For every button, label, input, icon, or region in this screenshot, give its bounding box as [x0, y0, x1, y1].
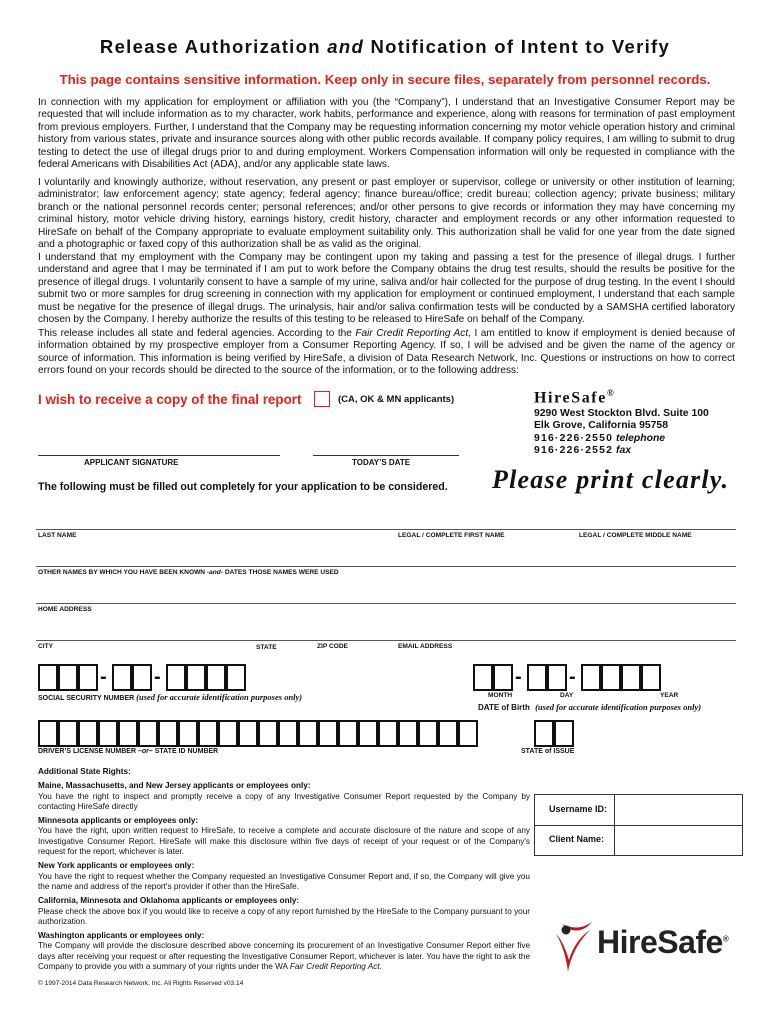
title-and: and: [327, 36, 365, 57]
hiresafe-logo-icon: [552, 920, 596, 978]
ssn-digit-box[interactable]: [226, 664, 246, 691]
dl-char-box[interactable]: [398, 720, 418, 747]
home-address-line[interactable]: [36, 603, 736, 604]
applicant-signature-label: APPLICANT SIGNATURE: [84, 458, 179, 467]
hiresafe-name-text: HireSafe: [534, 389, 607, 407]
home-address-label: HOME ADDRESS: [38, 606, 92, 613]
todays-date-label: TODAY’S DATE: [352, 458, 411, 467]
hiresafe-fax-tag: fax: [616, 445, 632, 457]
rights-wa-body-a: The Company will provide the disclosure described above concerning its procurement of an Investigative Consumer Report either five days after receiving your request or after requesting the Investigative Consumer Report, whichever is later. You have the right to ask the Company to provide you with a summary of your rights under the WA: [38, 941, 530, 972]
ssn-digit-box[interactable]: [186, 664, 206, 691]
copy-request-note: (CA, OK & MN applicants): [338, 394, 455, 405]
rights-mn-body: You have the right, upon written request to HireSafe, to receive a complete and accurate disclosure of the nature and scope of any Investigative Consumer Report. HireSafe will make this disclosure within five days of receipt of your request or of the Company's request for the report, whichever is later.: [38, 826, 530, 857]
ssn-dash: -: [100, 666, 107, 688]
dl-char-box[interactable]: [338, 720, 358, 747]
other-names-text-b: DATES THOSE NAMES WERE USED: [223, 569, 339, 576]
dl-char-box[interactable]: [238, 720, 258, 747]
username-row[interactable]: [535, 795, 742, 826]
ssn-digit-box[interactable]: [58, 664, 78, 691]
ssn-label: [38, 692, 302, 702]
dl-char-box[interactable]: [98, 720, 118, 747]
dl-char-box[interactable]: [178, 720, 198, 747]
copy-request-checkbox[interactable]: [314, 391, 330, 407]
rights-ny-body: You have the right to request whether the Company requested an Investigative Consumer Report and, if so, the Company will give you the name and address of the report's provider if other than the HireSafe.: [38, 871, 530, 891]
state-label: STATE: [256, 644, 277, 651]
hiresafe-city: Elk Grove, California 95758: [534, 420, 668, 432]
rights-wa-body-italic: Fair Credit Reporting Act.: [289, 962, 382, 972]
dob-year-box[interactable]: [641, 664, 661, 691]
dl-char-box[interactable]: [58, 720, 78, 747]
dl-state-label: STATE of ISSUE: [521, 748, 575, 755]
hiresafe-phone-tag: telephone: [616, 432, 666, 444]
rights-wa-heading: Washington applicants or employees only:: [38, 931, 205, 941]
dl-char-box[interactable]: [158, 720, 178, 747]
dl-char-box[interactable]: [358, 720, 378, 747]
dl-label-b: STATE ID NUMBER: [152, 748, 219, 755]
dob-day-box[interactable]: [547, 664, 567, 691]
dl-char-box[interactable]: [78, 720, 98, 747]
rights-ny-heading: New York applicants or employees only:: [38, 861, 195, 871]
middle-name-label: LEGAL / COMPLETE MIDDLE NAME: [579, 532, 692, 539]
first-name-label: LEGAL / COMPLETE FIRST NAME: [398, 532, 505, 539]
dl-label-or: –or–: [137, 748, 153, 755]
ssn-label-text: SOCIAL SECURITY NUMBER: [38, 695, 135, 702]
dob-year-label: YEAR: [660, 692, 679, 699]
copy-request-label: I wish to receive a copy of the final report: [38, 392, 302, 407]
paragraph-consent-report: In connection with my application for employment or affiliation with you (the “Company”), I understand that an Investigative Consumer Report may be requested that will include information as to my character, work habits, performance and experience, along with reasons for termination of past employment from previous employers. Further, I understand that the Company may be requesting information concerning my motor vehicle operation history and criminal history from various states, private and insurance sources along with other public records available. If company policy requires, I am willing to submit to drug testing to detect the use of illegal drugs prior to and during employment. Workers Compensation information will only be requested in compliance with the federal Americans with Disabilities Act (ADA), and/or any applicable state laws.: [38, 97, 735, 171]
fill-instruction: The following must be filled out completely for your application to be considered.: [38, 481, 448, 493]
rights-me-heading: Maine, Massachusetts, and New Jersey applicants or employees only:: [38, 781, 311, 791]
dl-char-box[interactable]: [138, 720, 158, 747]
paragraph-authorization: I voluntarily and knowingly authorize, without reservation, any present or past employer or supervisor, college or university or other institution of learning; administrator; law enforcement agency; state agency; federal agency; finance bureau/office; credit bureau; collection agency; private business; military branch or the national personnel records center; personal references; and/or other persons to give records or information they may have concerning my criminal history, motor vehicle driving history, earnings history, credit history, character and employment records or any other information requested to HireSafe on behalf of the Company appropriate to evaluate employment suitability only. This authorization shall be valid for one year from the date signed and a photographic or faxed copy of this authorization shall be as valid as the original.: [38, 177, 735, 251]
username-label: Username ID:: [549, 804, 608, 814]
ssn-digit-box[interactable]: [132, 664, 152, 691]
dob-day-label: DAY: [560, 692, 574, 699]
dl-char-box[interactable]: [418, 720, 438, 747]
applicant-signature-line[interactable]: [38, 455, 280, 456]
dl-char-box[interactable]: [378, 720, 398, 747]
zip-label: ZIP CODE: [317, 643, 349, 650]
dl-label-a: DRIVER’S LICENSE NUMBER: [38, 748, 138, 755]
hiresafe-street: 9290 West Stockton Blvd. Suite 100: [534, 408, 709, 419]
city-line[interactable]: [36, 640, 736, 641]
ssn-digit-box[interactable]: [206, 664, 226, 691]
dl-char-box[interactable]: [438, 720, 458, 747]
ssn-digit-box[interactable]: [166, 664, 186, 691]
sensitive-warning: This page contains sensitive information. Keep only in secure files, separately from personnel records.: [59, 72, 711, 87]
dob-month-label: MONTH: [488, 692, 513, 699]
dob-dash: -: [515, 666, 522, 688]
rights-mn-heading: Minnesota applicants or employees only:: [38, 816, 199, 826]
hiresafe-phone-line: [534, 433, 709, 445]
id-box-divider: [614, 795, 615, 855]
email-label: EMAIL ADDRESS: [398, 643, 453, 650]
dob-boxes[interactable]: [473, 664, 735, 691]
rights-ca-heading: California, Minnesota and Oklahoma applicants or employees only:: [38, 896, 300, 906]
dob-month-box[interactable]: [493, 664, 513, 691]
dl-boxes[interactable]: [38, 720, 488, 747]
ssn-digit-box[interactable]: [112, 664, 132, 691]
print-clearly-heading: Please print clearly.: [492, 465, 730, 494]
logo-text: HireSafe: [597, 924, 723, 960]
additional-rights: [38, 767, 530, 972]
other-names-label: [38, 569, 339, 576]
dob-year-box[interactable]: [601, 664, 621, 691]
dl-state-boxes[interactable]: [534, 720, 584, 747]
dl-char-box[interactable]: [318, 720, 338, 747]
dl-char-box[interactable]: [198, 720, 218, 747]
city-label: CITY: [38, 643, 54, 650]
hiresafe-fax-line: [534, 445, 709, 457]
other-names-and: -and-: [206, 569, 224, 576]
fcra-text-b: , I am entitled to know if employment is denied because of information obtained by my prospective employer from a Consumer Reporting Agency. If so, I will be advised and be given the name of the agency or source of information. This information is being verified by HireSafe, a division of Data Research Network, Inc. Questions or instructions on how to correct errors found on your records should be directed to the source of the information, or to the following address:: [38, 328, 735, 377]
dl-char-box[interactable]: [278, 720, 298, 747]
client-label: Client Name:: [549, 834, 605, 844]
dob-year-box[interactable]: [621, 664, 641, 691]
client-row[interactable]: [535, 825, 742, 856]
paragraph-drug-testing: I understand that my employment with the Company may be contingent upon my taking and passing a test for the presence of illegal drugs. I further understand and agree that I may be terminated if I am put to work before the Company obtains the drug test results, should the results be positive for the presence of illegal drugs. I voluntarily consent to have a sample of my urine, saliva and/or hair collected for the purpose of drug testing. In the event I should submit two or more samples for drug screening in connection with my application for employment or continued employment, I understand that each sample must be negative for the presence of illegal drugs. The urinalysis, hair and/or saliva confirmation tests will be conducted by a SAMSHA certified laboratory chosen by the Company. I hereby authorize the results of this testing to be released to HireSafe on behalf of the Company.: [38, 252, 735, 326]
fcra-text-italic: Fair Credit Reporting Act: [355, 328, 469, 339]
copyright-footer: © 1997-2014 Data Research Network, Inc. All Rights Reserved v03.14: [38, 980, 244, 987]
hiresafe-name: [534, 388, 615, 407]
dob-dash: -: [569, 666, 576, 688]
ssn-dash: -: [154, 666, 161, 688]
hiresafe-reg-mark: ®: [606, 388, 616, 398]
other-names-line[interactable]: [36, 566, 736, 567]
dob-note: (used for accurate identification purposes only): [535, 702, 702, 712]
name-line[interactable]: [36, 529, 736, 530]
other-names-text-a: OTHER NAMES BY WHICH YOU HAVE BEEN KNOWN: [38, 569, 207, 576]
paragraph-fcra: [38, 328, 735, 378]
todays-date-line[interactable]: [313, 455, 459, 456]
dl-state-box[interactable]: [554, 720, 574, 747]
ssn-digit-box[interactable]: [38, 664, 58, 691]
dl-state-box[interactable]: [534, 720, 554, 747]
dl-char-box[interactable]: [38, 720, 58, 747]
rights-wa-body: [38, 941, 530, 972]
dob-label: [478, 702, 701, 712]
dob-day-box[interactable]: [527, 664, 547, 691]
id-box: [534, 794, 743, 856]
dl-char-box[interactable]: [458, 720, 478, 747]
page-title: [0, 36, 770, 58]
rights-me-body: You have the right to inspect and promptly receive a copy of any Investigative Consumer Report requested by the Company by contacting HireSafe directly: [38, 791, 530, 811]
fcra-text-a: This release includes all state and federal agencies. According to the: [38, 328, 356, 339]
dl-char-box[interactable]: [298, 720, 318, 747]
ssn-digit-box[interactable]: [78, 664, 98, 691]
ssn-boxes[interactable]: [38, 664, 308, 691]
rights-heading: Additional State Rights:: [38, 767, 131, 776]
dl-label: [38, 748, 218, 755]
hiresafe-logo-text: [597, 924, 728, 961]
hiresafe-phone: 916·226·2550: [534, 432, 614, 444]
title-part-2: Notification of Intent to Verify: [364, 36, 671, 57]
dl-char-box[interactable]: [218, 720, 238, 747]
ssn-note: (used for accurate identification purposes only): [136, 692, 303, 702]
dob-label-text: DATE of Birth: [478, 703, 530, 712]
title-part-1: Release Authorization: [99, 36, 328, 57]
hiresafe-fax: 916·226·2552: [534, 445, 614, 457]
dob-month-box[interactable]: [473, 664, 493, 691]
dl-char-box[interactable]: [258, 720, 278, 747]
logo-reg-mark: ®: [722, 934, 729, 944]
rights-ca-body: Please check the above box if you would like to receive a copy of any report furnished by the HireSafe to the Company pursuant to your authorization.: [38, 906, 530, 926]
dob-year-box[interactable]: [581, 664, 601, 691]
last-name-label: LAST NAME: [38, 532, 77, 539]
hiresafe-address: [534, 408, 709, 458]
dl-char-box[interactable]: [118, 720, 138, 747]
